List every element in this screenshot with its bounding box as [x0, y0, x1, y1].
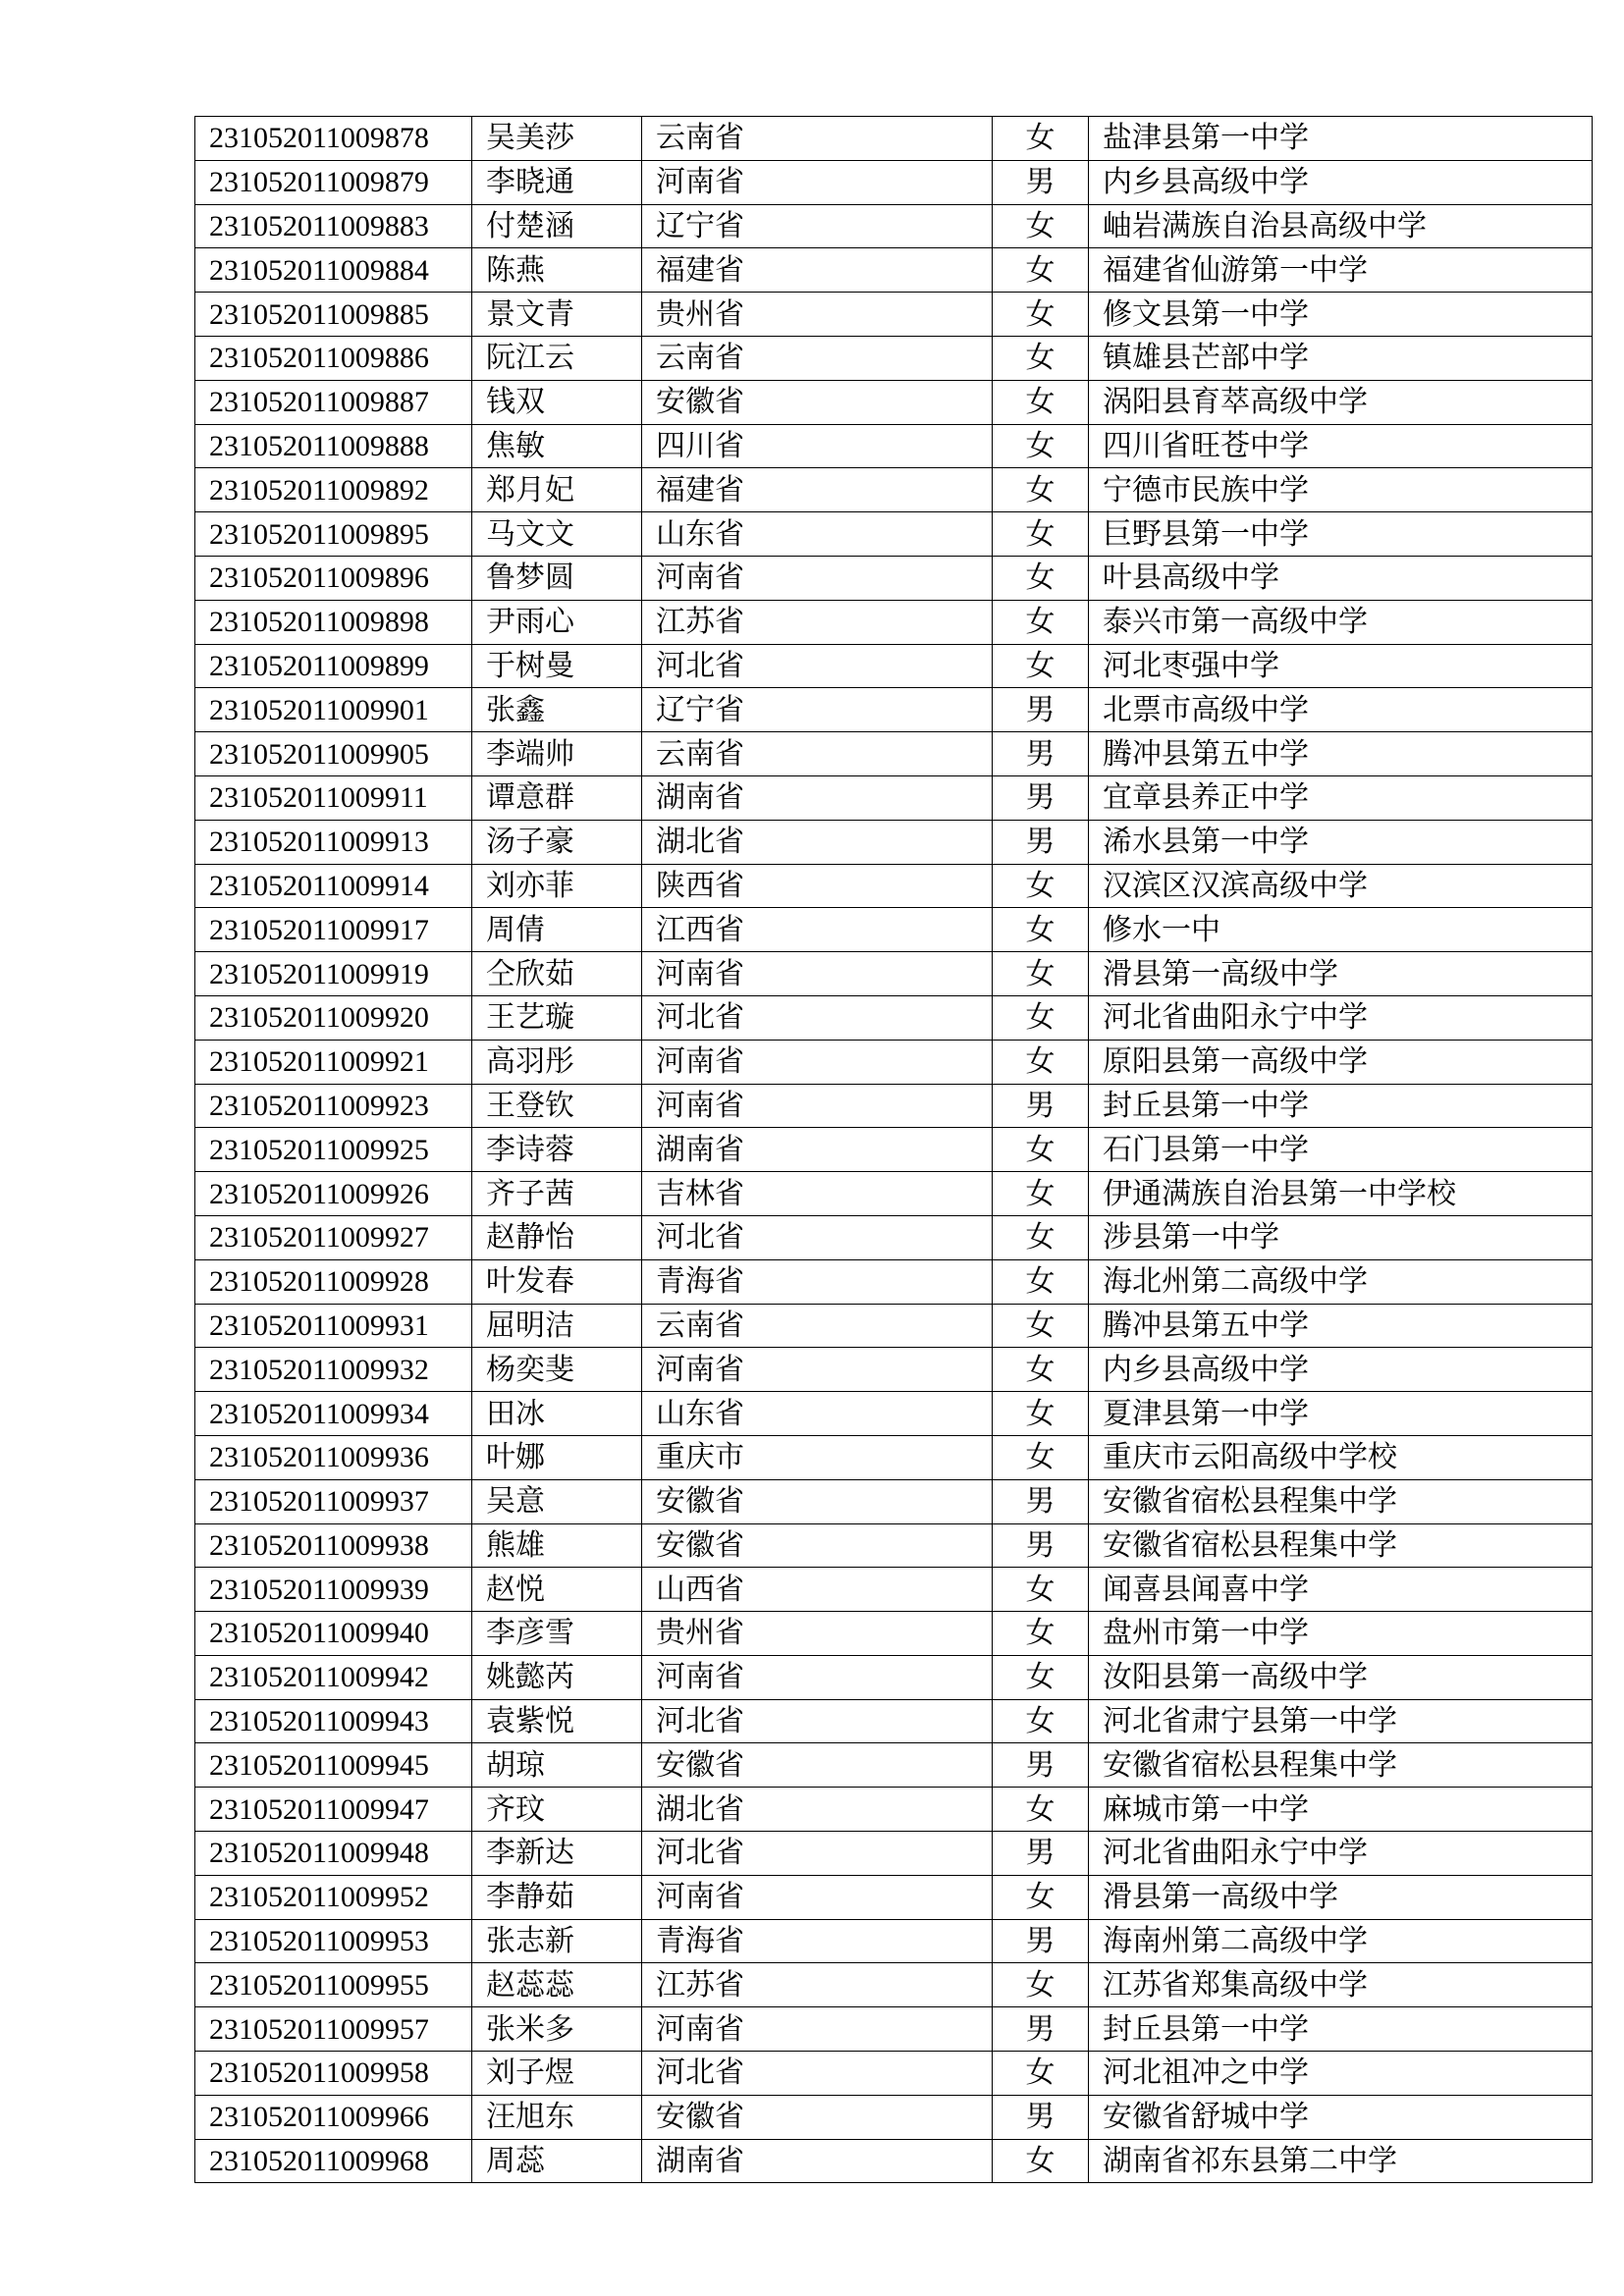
school-cell: 叶县高级中学	[1089, 556, 1593, 600]
gender-cell: 女	[993, 1788, 1089, 1832]
student-name-cell: 胡琼	[472, 1743, 642, 1788]
student-name-cell: 袁紫悦	[472, 1699, 642, 1743]
table-row	[195, 775, 1593, 820]
school-cell: 福建省仙游第一中学	[1089, 248, 1593, 293]
school-cell: 内乡县高级中学	[1089, 1348, 1593, 1392]
province-cell: 河北省	[642, 1215, 993, 1259]
gender-cell: 女	[993, 1875, 1089, 1919]
student-name-cell: 吴意	[472, 1479, 642, 1523]
candidate-id-cell: 231052011009940	[195, 1612, 472, 1656]
student-name-cell: 阮江云	[472, 336, 642, 380]
student-name-cell: 谭意群	[472, 775, 642, 820]
gender-cell: 女	[993, 2052, 1089, 2096]
school-cell: 岫岩满族自治县高级中学	[1089, 204, 1593, 248]
province-cell: 河南省	[642, 1348, 993, 1392]
table-row	[195, 2095, 1593, 2139]
gender-cell: 女	[993, 1259, 1089, 1304]
table-row	[195, 2052, 1593, 2096]
table-row	[195, 1348, 1593, 1392]
student-name-cell: 景文青	[472, 293, 642, 337]
province-cell: 辽宁省	[642, 204, 993, 248]
table-row	[195, 1919, 1593, 1963]
gender-cell: 男	[993, 688, 1089, 732]
table-row	[195, 1259, 1593, 1304]
table-row	[195, 1655, 1593, 1699]
candidate-id-cell: 231052011009905	[195, 732, 472, 776]
province-cell: 河北省	[642, 995, 993, 1040]
table-row	[195, 600, 1593, 644]
candidate-id-cell: 231052011009943	[195, 1699, 472, 1743]
student-name-cell: 齐玟	[472, 1788, 642, 1832]
candidate-id-cell: 231052011009942	[195, 1655, 472, 1699]
province-cell: 河南省	[642, 160, 993, 204]
province-cell: 河南省	[642, 1655, 993, 1699]
candidate-id-cell: 231052011009955	[195, 1963, 472, 2007]
student-name-cell: 高羽彤	[472, 1040, 642, 1084]
gender-cell: 女	[993, 1392, 1089, 1436]
gender-cell: 男	[993, 1832, 1089, 1876]
school-cell: 河北省曲阳永宁中学	[1089, 995, 1593, 1040]
province-cell: 福建省	[642, 248, 993, 293]
province-cell: 辽宁省	[642, 688, 993, 732]
candidate-id-cell: 231052011009911	[195, 775, 472, 820]
table-row	[195, 468, 1593, 512]
province-cell: 云南省	[642, 336, 993, 380]
province-cell: 湖南省	[642, 775, 993, 820]
table-row	[195, 1612, 1593, 1656]
school-cell: 河北枣强中学	[1089, 644, 1593, 688]
gender-cell: 女	[993, 117, 1089, 161]
gender-cell: 女	[993, 248, 1089, 293]
candidate-id-cell: 231052011009883	[195, 204, 472, 248]
school-cell: 内乡县高级中学	[1089, 160, 1593, 204]
student-name-cell: 马文文	[472, 512, 642, 557]
table-row	[195, 995, 1593, 1040]
gender-cell: 女	[993, 336, 1089, 380]
student-name-cell: 李端帅	[472, 732, 642, 776]
candidate-id-cell: 231052011009931	[195, 1304, 472, 1348]
table-row	[195, 160, 1593, 204]
gender-cell: 男	[993, 732, 1089, 776]
province-cell: 山西省	[642, 1568, 993, 1612]
student-name-cell: 尹雨心	[472, 600, 642, 644]
gender-cell: 女	[993, 1568, 1089, 1612]
table-row	[195, 732, 1593, 776]
gender-cell: 女	[993, 1172, 1089, 1216]
candidate-id-cell: 231052011009927	[195, 1215, 472, 1259]
candidate-id-cell: 231052011009937	[195, 1479, 472, 1523]
table-row	[195, 117, 1593, 161]
candidate-id-cell: 231052011009888	[195, 424, 472, 468]
province-cell: 安徽省	[642, 2095, 993, 2139]
table-row	[195, 1523, 1593, 1568]
school-cell: 盐津县第一中学	[1089, 117, 1593, 161]
gender-cell: 女	[993, 424, 1089, 468]
gender-cell: 男	[993, 1084, 1089, 1128]
student-name-cell: 王艺璇	[472, 995, 642, 1040]
candidate-id-cell: 231052011009953	[195, 1919, 472, 1963]
school-cell: 封丘县第一中学	[1089, 2007, 1593, 2052]
province-cell: 山东省	[642, 512, 993, 557]
school-cell: 河北省肃宁县第一中学	[1089, 1699, 1593, 1743]
table-row	[195, 644, 1593, 688]
province-cell: 云南省	[642, 1304, 993, 1348]
table-row	[195, 1875, 1593, 1919]
school-cell: 镇雄县芒部中学	[1089, 336, 1593, 380]
table-row	[195, 820, 1593, 864]
province-cell: 河南省	[642, 556, 993, 600]
candidate-id-cell: 231052011009939	[195, 1568, 472, 1612]
school-cell: 湖南省祁东县第二中学	[1089, 2139, 1593, 2183]
table-row	[195, 908, 1593, 952]
province-cell: 河北省	[642, 1832, 993, 1876]
school-cell: 封丘县第一中学	[1089, 1084, 1593, 1128]
gender-cell: 女	[993, 2139, 1089, 2183]
province-cell: 江苏省	[642, 1963, 993, 2007]
province-cell: 河南省	[642, 1084, 993, 1128]
student-name-cell: 钱双	[472, 380, 642, 424]
student-name-cell: 付楚涵	[472, 204, 642, 248]
gender-cell: 男	[993, 1479, 1089, 1523]
gender-cell: 男	[993, 820, 1089, 864]
school-cell: 闻喜县闻喜中学	[1089, 1568, 1593, 1612]
student-name-cell: 李新达	[472, 1832, 642, 1876]
candidate-id-cell: 231052011009920	[195, 995, 472, 1040]
student-roster-table	[194, 116, 1593, 2183]
table-row	[195, 512, 1593, 557]
candidate-id-cell: 231052011009898	[195, 600, 472, 644]
school-cell: 浠水县第一中学	[1089, 820, 1593, 864]
student-name-cell: 刘亦菲	[472, 864, 642, 908]
candidate-id-cell: 231052011009948	[195, 1832, 472, 1876]
school-cell: 泰兴市第一高级中学	[1089, 600, 1593, 644]
candidate-id-cell: 231052011009952	[195, 1875, 472, 1919]
table-row	[195, 1128, 1593, 1172]
province-cell: 河北省	[642, 2052, 993, 2096]
province-cell: 四川省	[642, 424, 993, 468]
candidate-id-cell: 231052011009932	[195, 1348, 472, 1392]
table-row	[195, 2139, 1593, 2183]
gender-cell: 男	[993, 775, 1089, 820]
table-row	[195, 952, 1593, 996]
candidate-id-cell: 231052011009895	[195, 512, 472, 557]
student-name-cell: 郑月妃	[472, 468, 642, 512]
school-cell: 海南州第二高级中学	[1089, 1919, 1593, 1963]
candidate-id-cell: 231052011009928	[195, 1259, 472, 1304]
gender-cell: 女	[993, 1040, 1089, 1084]
gender-cell: 女	[993, 644, 1089, 688]
student-name-cell: 李诗蓉	[472, 1128, 642, 1172]
school-cell: 修水一中	[1089, 908, 1593, 952]
gender-cell: 女	[993, 556, 1089, 600]
school-cell: 河北祖冲之中学	[1089, 2052, 1593, 2096]
school-cell: 滑县第一高级中学	[1089, 1875, 1593, 1919]
candidate-id-cell: 231052011009887	[195, 380, 472, 424]
student-name-cell: 田冰	[472, 1392, 642, 1436]
candidate-id-cell: 231052011009913	[195, 820, 472, 864]
candidate-id-cell: 231052011009892	[195, 468, 472, 512]
student-name-cell: 王登钦	[472, 1084, 642, 1128]
student-name-cell: 李晓通	[472, 160, 642, 204]
table-row	[195, 1568, 1593, 1612]
school-cell: 原阳县第一高级中学	[1089, 1040, 1593, 1084]
table-row	[195, 688, 1593, 732]
roster-body	[195, 117, 1593, 2183]
school-cell: 涉县第一中学	[1089, 1215, 1593, 1259]
table-row	[195, 293, 1593, 337]
candidate-id-cell: 231052011009926	[195, 1172, 472, 1216]
gender-cell: 女	[993, 1963, 1089, 2007]
student-name-cell: 周倩	[472, 908, 642, 952]
table-row	[195, 336, 1593, 380]
school-cell: 腾冲县第五中学	[1089, 1304, 1593, 1348]
student-name-cell: 屈明洁	[472, 1304, 642, 1348]
candidate-id-cell: 231052011009921	[195, 1040, 472, 1084]
school-cell: 巨野县第一中学	[1089, 512, 1593, 557]
gender-cell: 女	[993, 512, 1089, 557]
school-cell: 伊通满族自治县第一中学校	[1089, 1172, 1593, 1216]
province-cell: 贵州省	[642, 293, 993, 337]
school-cell: 安徽省宿松县程集中学	[1089, 1743, 1593, 1788]
student-name-cell: 赵蕊蕊	[472, 1963, 642, 2007]
gender-cell: 女	[993, 1215, 1089, 1259]
table-row	[195, 556, 1593, 600]
student-name-cell: 杨奕斐	[472, 1348, 642, 1392]
school-cell: 河北省曲阳永宁中学	[1089, 1832, 1593, 1876]
student-name-cell: 叶娜	[472, 1435, 642, 1479]
school-cell: 四川省旺苍中学	[1089, 424, 1593, 468]
province-cell: 云南省	[642, 732, 993, 776]
province-cell: 陕西省	[642, 864, 993, 908]
candidate-id-cell: 231052011009966	[195, 2095, 472, 2139]
student-name-cell: 刘子煜	[472, 2052, 642, 2096]
student-name-cell: 吴美莎	[472, 117, 642, 161]
candidate-id-cell: 231052011009947	[195, 1788, 472, 1832]
student-name-cell: 仝欣茹	[472, 952, 642, 996]
student-name-cell: 周蕊	[472, 2139, 642, 2183]
table-row	[195, 424, 1593, 468]
gender-cell: 女	[993, 908, 1089, 952]
gender-cell: 女	[993, 1699, 1089, 1743]
student-name-cell: 张米多	[472, 2007, 642, 2052]
province-cell: 江西省	[642, 908, 993, 952]
province-cell: 青海省	[642, 1919, 993, 1963]
table-row	[195, 1699, 1593, 1743]
school-cell: 宁德市民族中学	[1089, 468, 1593, 512]
province-cell: 河北省	[642, 644, 993, 688]
gender-cell: 女	[993, 468, 1089, 512]
school-cell: 安徽省宿松县程集中学	[1089, 1523, 1593, 1568]
table-row	[195, 248, 1593, 293]
candidate-id-cell: 231052011009917	[195, 908, 472, 952]
student-name-cell: 张志新	[472, 1919, 642, 1963]
school-cell: 汉滨区汉滨高级中学	[1089, 864, 1593, 908]
province-cell: 安徽省	[642, 380, 993, 424]
student-name-cell: 陈燕	[472, 248, 642, 293]
gender-cell: 男	[993, 2007, 1089, 2052]
gender-cell: 女	[993, 600, 1089, 644]
candidate-id-cell: 231052011009886	[195, 336, 472, 380]
gender-cell: 女	[993, 1435, 1089, 1479]
province-cell: 安徽省	[642, 1743, 993, 1788]
table-row	[195, 864, 1593, 908]
gender-cell: 男	[993, 160, 1089, 204]
province-cell: 河北省	[642, 1699, 993, 1743]
province-cell: 湖南省	[642, 1128, 993, 1172]
school-cell: 滑县第一高级中学	[1089, 952, 1593, 996]
gender-cell: 女	[993, 1348, 1089, 1392]
student-name-cell: 李彦雪	[472, 1612, 642, 1656]
student-name-cell: 于树曼	[472, 644, 642, 688]
table-row	[195, 1084, 1593, 1128]
student-name-cell: 姚懿芮	[472, 1655, 642, 1699]
province-cell: 湖北省	[642, 1788, 993, 1832]
province-cell: 湖北省	[642, 820, 993, 864]
candidate-id-cell: 231052011009934	[195, 1392, 472, 1436]
student-name-cell: 叶发春	[472, 1259, 642, 1304]
gender-cell: 女	[993, 1612, 1089, 1656]
province-cell: 湖南省	[642, 2139, 993, 2183]
school-cell: 安徽省宿松县程集中学	[1089, 1479, 1593, 1523]
school-cell: 腾冲县第五中学	[1089, 732, 1593, 776]
school-cell: 宜章县养正中学	[1089, 775, 1593, 820]
table-row	[195, 1479, 1593, 1523]
candidate-id-cell: 231052011009878	[195, 117, 472, 161]
school-cell: 北票市高级中学	[1089, 688, 1593, 732]
candidate-id-cell: 231052011009945	[195, 1743, 472, 1788]
student-name-cell: 鲁梦圆	[472, 556, 642, 600]
table-row	[195, 1215, 1593, 1259]
province-cell: 河南省	[642, 1040, 993, 1084]
student-name-cell: 熊雄	[472, 1523, 642, 1568]
candidate-id-cell: 231052011009884	[195, 248, 472, 293]
school-cell: 安徽省舒城中学	[1089, 2095, 1593, 2139]
candidate-id-cell: 231052011009914	[195, 864, 472, 908]
student-name-cell: 张鑫	[472, 688, 642, 732]
province-cell: 青海省	[642, 1259, 993, 1304]
province-cell: 吉林省	[642, 1172, 993, 1216]
candidate-id-cell: 231052011009923	[195, 1084, 472, 1128]
table-row	[195, 380, 1593, 424]
candidate-id-cell: 231052011009896	[195, 556, 472, 600]
gender-cell: 女	[993, 995, 1089, 1040]
table-row	[195, 204, 1593, 248]
province-cell: 江苏省	[642, 600, 993, 644]
student-name-cell: 赵悦	[472, 1568, 642, 1612]
table-row	[195, 1172, 1593, 1216]
gender-cell: 女	[993, 864, 1089, 908]
table-row	[195, 1963, 1593, 2007]
table-row	[195, 1040, 1593, 1084]
candidate-id-cell: 231052011009925	[195, 1128, 472, 1172]
school-cell: 涡阳县育萃高级中学	[1089, 380, 1593, 424]
gender-cell: 男	[993, 1743, 1089, 1788]
gender-cell: 女	[993, 293, 1089, 337]
candidate-id-cell: 231052011009901	[195, 688, 472, 732]
province-cell: 重庆市	[642, 1435, 993, 1479]
candidate-id-cell: 231052011009879	[195, 160, 472, 204]
school-cell: 江苏省郑集高级中学	[1089, 1963, 1593, 2007]
province-cell: 安徽省	[642, 1479, 993, 1523]
candidate-id-cell: 231052011009919	[195, 952, 472, 996]
school-cell: 石门县第一中学	[1089, 1128, 1593, 1172]
student-name-cell: 汤子豪	[472, 820, 642, 864]
province-cell: 山东省	[642, 1392, 993, 1436]
candidate-id-cell: 231052011009899	[195, 644, 472, 688]
gender-cell: 女	[993, 380, 1089, 424]
gender-cell: 男	[993, 2095, 1089, 2139]
school-cell: 修文县第一中学	[1089, 293, 1593, 337]
province-cell: 福建省	[642, 468, 993, 512]
province-cell: 河南省	[642, 1875, 993, 1919]
school-cell: 海北州第二高级中学	[1089, 1259, 1593, 1304]
gender-cell: 女	[993, 952, 1089, 996]
table-row	[195, 1304, 1593, 1348]
school-cell: 盘州市第一中学	[1089, 1612, 1593, 1656]
table-row	[195, 1435, 1593, 1479]
candidate-id-cell: 231052011009957	[195, 2007, 472, 2052]
gender-cell: 男	[993, 1523, 1089, 1568]
candidate-id-cell: 231052011009968	[195, 2139, 472, 2183]
candidate-id-cell: 231052011009938	[195, 1523, 472, 1568]
school-cell: 重庆市云阳高级中学校	[1089, 1435, 1593, 1479]
province-cell: 云南省	[642, 117, 993, 161]
gender-cell: 女	[993, 1304, 1089, 1348]
school-cell: 夏津县第一中学	[1089, 1392, 1593, 1436]
table-row	[195, 1788, 1593, 1832]
province-cell: 河南省	[642, 952, 993, 996]
student-name-cell: 李静茹	[472, 1875, 642, 1919]
student-name-cell: 赵静怡	[472, 1215, 642, 1259]
gender-cell: 女	[993, 1128, 1089, 1172]
gender-cell: 女	[993, 204, 1089, 248]
school-cell: 麻城市第一中学	[1089, 1788, 1593, 1832]
table-row	[195, 2007, 1593, 2052]
school-cell: 汝阳县第一高级中学	[1089, 1655, 1593, 1699]
student-name-cell: 齐子茜	[472, 1172, 642, 1216]
table-row	[195, 1392, 1593, 1436]
province-cell: 河南省	[642, 2007, 993, 2052]
province-cell: 贵州省	[642, 1612, 993, 1656]
province-cell: 安徽省	[642, 1523, 993, 1568]
table-row	[195, 1832, 1593, 1876]
student-name-cell: 焦敏	[472, 424, 642, 468]
gender-cell: 男	[993, 1919, 1089, 1963]
candidate-id-cell: 231052011009885	[195, 293, 472, 337]
table-row	[195, 1743, 1593, 1788]
candidate-id-cell: 231052011009936	[195, 1435, 472, 1479]
gender-cell: 女	[993, 1655, 1089, 1699]
student-name-cell: 汪旭东	[472, 2095, 642, 2139]
candidate-id-cell: 231052011009958	[195, 2052, 472, 2096]
